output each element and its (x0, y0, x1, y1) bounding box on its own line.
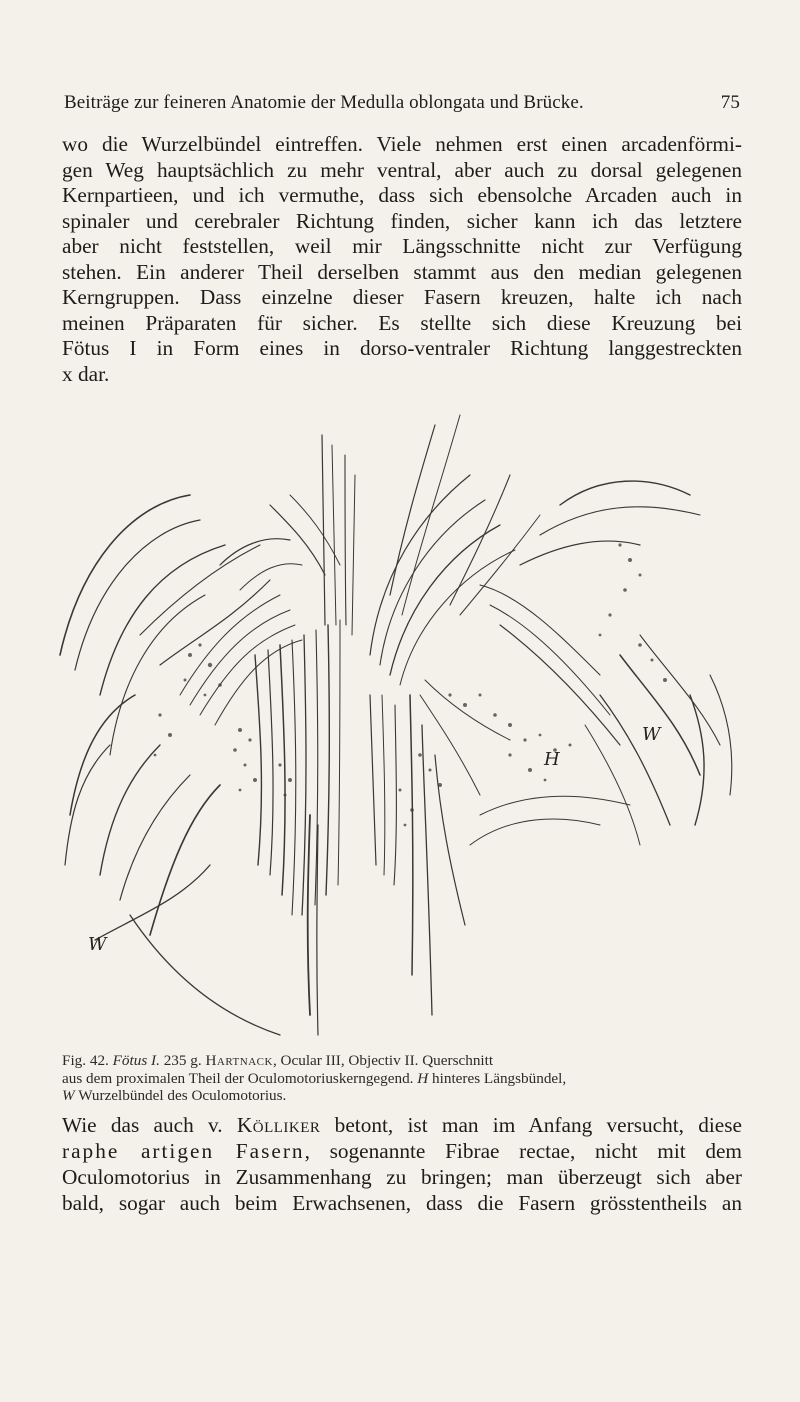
paragraph-line: Kerngruppen. Dass einzelne dieser Fasern kreuzen, halte ich nach (62, 285, 742, 309)
paragraph-line: Kernpartieen, und ich vermuthe, dass sich ebensolche Arcaden auch in (62, 183, 742, 207)
emphasis-term: raphe artigen Fasern (62, 1139, 305, 1163)
paragraph-line: Oculomotorius in Zusammenhang zu bringen; man überzeugt sich aber (62, 1165, 742, 1189)
text-segment: , sogenannte Fibrae rectae, nicht mit dem (304, 1139, 742, 1163)
caption-optics: , Ocular III, Objectiv II. Querschnitt (272, 1052, 494, 1069)
label-w-left: W (88, 934, 107, 955)
caption-letter-w: W (62, 1087, 75, 1104)
paragraph-line: gen Weg hauptsächlich zu mehr ventral, aber auch zu dorsal gelegenen (62, 157, 742, 182)
page-number: 75 (720, 92, 740, 113)
paragraph-line: spinaler und cerebraler Richtung finden, sicher kann ich das letztere (62, 208, 742, 233)
caption-w-description: Wurzelbündel des Oculomotorius. (78, 1087, 287, 1104)
paragraph-line: Fötus I in Form eines in dorso-ventraler Richtung langgestreckten (62, 336, 742, 360)
paragraph-line (62, 1112, 742, 1138)
caption-region: aus dem proximalen Theil der Oculomotoriuskerngegend. (62, 1069, 414, 1087)
paragraph-2 (62, 1112, 742, 1216)
paragraph-line: x dar. (62, 361, 110, 386)
label-w-right: W (642, 724, 661, 745)
paragraph-line: aber nicht feststellen, weil mir Längsschnitte nicht zur Verfügung (62, 234, 742, 258)
paragraph-1 (62, 132, 742, 387)
caption-letter-h: H (417, 1069, 429, 1087)
figure-42-illustration (40, 395, 740, 1045)
paragraph-line (62, 1138, 742, 1164)
caption-foetus: Fötus I. (112, 1052, 160, 1069)
caption-line-3 (62, 1087, 742, 1105)
text-segment: betont, ist man im Anfang versucht, diese (334, 1113, 742, 1137)
figure-caption (62, 1052, 742, 1105)
caption-h-description: hinteres Längsbündel, (432, 1069, 567, 1087)
caption-author: Hartnack (205, 1052, 273, 1069)
caption-weight: 235 g. (163, 1052, 202, 1069)
caption-fig-number: Fig. 42. (62, 1052, 109, 1069)
paragraph-line: meinen Präparaten für sicher. Es stellte sich diese Kreuzung bei (62, 310, 742, 335)
anatomical-section-drawing (40, 395, 740, 1045)
text-segment: Wie das auch v. (62, 1113, 223, 1137)
paragraph-line: bald, sogar auch beim Erwachsenen, dass die Fasern grösstentheils an (62, 1191, 742, 1215)
running-head (64, 92, 740, 114)
caption-line-2 (62, 1070, 742, 1088)
paragraph-line: stehen. Ein anderer Theil derselben stammt aus den median gelegenen (62, 259, 742, 284)
label-h: H (544, 749, 560, 770)
running-head-title: Beiträge zur feineren Anatomie der Medulla oblongata und Brücke. (64, 92, 584, 113)
caption-line-1 (62, 1052, 742, 1070)
author-name: Kölliker (236, 1113, 321, 1137)
paragraph-line: wo die Wurzelbündel eintreffen. Viele nehmen erst einen arcadenförmi- (62, 132, 742, 156)
